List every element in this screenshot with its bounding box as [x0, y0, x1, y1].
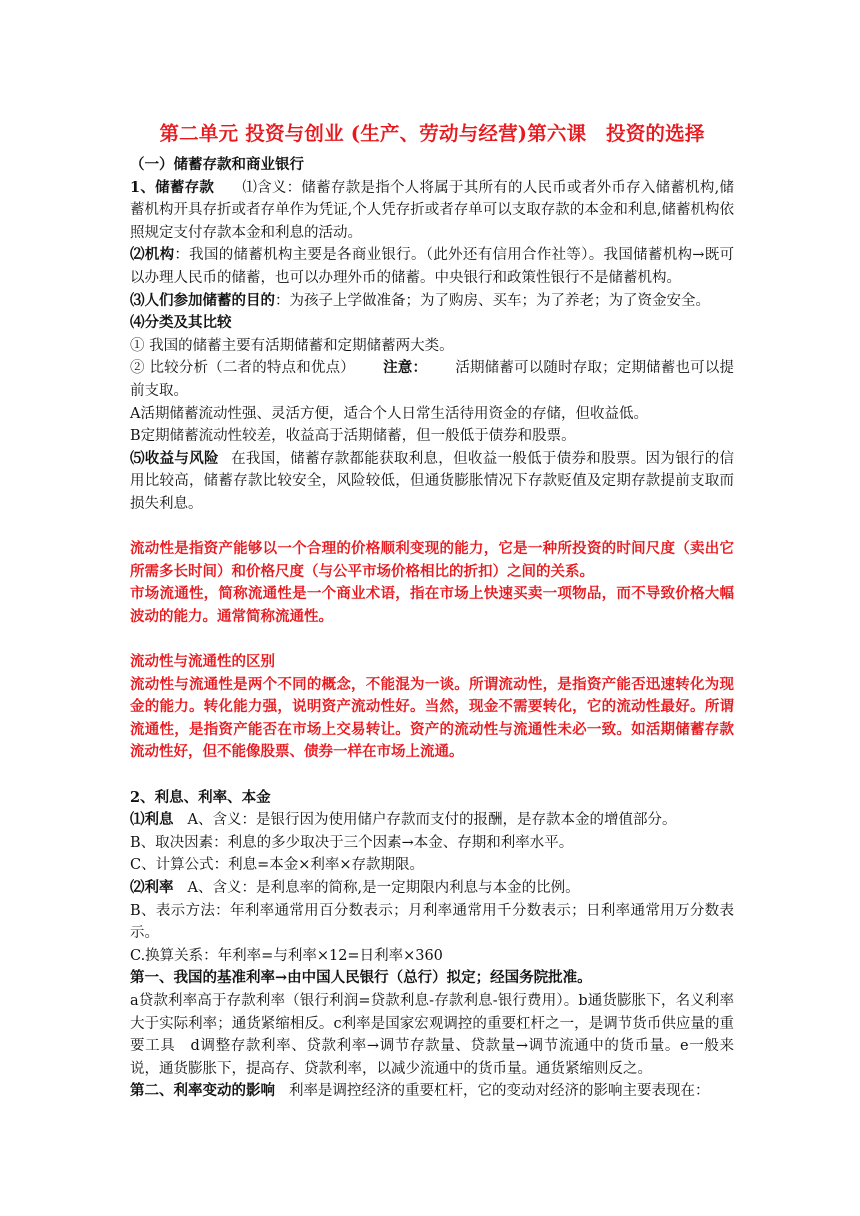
text-interest-meaning: A、含义：是银行因为使用储户存款而支付的报酬，是存款本金的增值部分。	[187, 812, 677, 829]
text-comparison: ② 比较分析（二者的特点和优点）	[130, 360, 355, 377]
text-note: 活期储蓄可以随时存取；定期储蓄也可以提前支取。	[130, 360, 735, 399]
paragraph-institutions	[130, 244, 734, 289]
text-rate-impact: 利率是调控经济的重要杠杆，它的变动对经济的影响主要表现在：	[289, 1083, 710, 1100]
term-rate-impact: 第二、利率变动的影响	[130, 1082, 275, 1100]
paragraph-rate-points: a贷款利率高于存款利率（银行利润=贷款利息-存款利息-银行费用）。b通货膨胀下，名义利率大于实际利率；通货紧缩相反。c利率是国家宏观调控的重要杠杆之一，是调节货币供应量的重要工具 d调整存款利率、贷款利率→调节存款量、贷款量→调节流通中的货币量。e一般来说，通货膨胀下，提高存、贷款利率，以减少流通中的货币量。通货紧缩则反之。	[130, 992, 734, 1077]
paragraph-comparison	[130, 357, 734, 402]
section-heading-interest: 2、利息、利率、本金	[130, 788, 271, 806]
heading-benchmark-rate: 第一、我国的基准利率→由中国人民银行（总行）拟定；经国务院批准。	[130, 969, 592, 987]
paragraph-marketability-definition: 市场流通性，简称流通性是一个商业术语，指在市场上快速买卖一项物品，而不导致价格大幅波动的能力。通常简称流通性。	[130, 585, 734, 625]
term-return-risk: ⑸收益与风险	[130, 449, 219, 467]
term-rate: ⑵利率	[130, 879, 174, 896]
paragraph-rate-impact	[130, 1080, 734, 1103]
term-institutions: ⑵机构	[130, 246, 175, 264]
paragraph-liquidity-definition: 流动性是指资产能够以一个合理的价格顺利变现的能力，它是一种所投资的时间尺度（卖出它所需多长时间）和价格尺度（与公平市场价格相比的折扣）之间的关系。	[130, 540, 734, 580]
text-institutions: ：我国的储蓄机构主要是各商业银行。（此外还有信用合作社等）。我国储蓄机构→既可以办理人民币的储蓄，也可以办理外币的储蓄。中央银行和政策性银行不是储蓄机构。	[130, 247, 734, 286]
text-savings-purpose: ：为孩子上学做准备；为了购房、买车；为了养老；为了资金安全。	[275, 292, 710, 309]
paragraph-demand-savings: A活期储蓄流动性强、灵活方便，适合个人日常生活待用资金的存储，但收益低。	[130, 405, 648, 422]
paragraph-time-savings: B定期储蓄流动性较差，收益高于活期储蓄，但一般低于债券和股票。	[130, 428, 576, 445]
heading-liquidity-vs-marketability: 流动性与流通性的区别	[130, 653, 275, 671]
paragraph-interest-factors: B、取决因素：利息的多少取决于三个因素→本金、存期和利率水平。	[130, 834, 574, 851]
text-rate-meaning: A、含义：是利息率的简称,是一定期限内利息与本金的比例。	[187, 880, 580, 896]
paragraph-rate-notation: B、表示方法：年利率通常用百分数表示；月利率通常用千分数表示；日利率通常用万分数表示。	[130, 902, 734, 942]
paragraph-rate-meaning	[130, 877, 734, 900]
document-title: 第二单元 投资与创业 (生产、劳动与经营)第六课 投资的选择	[159, 122, 705, 145]
section-heading-savings: （一）储蓄存款和商业银行	[130, 156, 304, 173]
document-page	[130, 112, 734, 1103]
paragraph-savings-purpose	[130, 290, 734, 313]
paragraph-liquidity-vs-marketability: 流动性与流通性是两个不同的概念，不能混为一谈。所谓流动性，是指资产能否迅速转化为现金的能力。转化能力强，说明资产流动性好。当然，现金不需要转化，它的流动性最好。所谓流通性，是指资产能否在市场上交易转让。资产的流动性与流通性未必一致。如活期储蓄存款流动性好，但不能像股票、债券一样在市场上流通。	[130, 675, 734, 761]
paragraph-interest-formula: C、计算公式：利息=本金×利率×存款期限。	[130, 857, 425, 874]
paragraph-rate-conversion: C.换算关系：年利率=与利率×12=日利率×360	[130, 947, 443, 964]
paragraph-return-risk	[130, 448, 734, 516]
term-savings-deposit: 1、储蓄存款	[130, 178, 215, 196]
paragraph-savings-definition	[130, 177, 734, 245]
term-savings-purpose: ⑶人们参加储蓄的目的	[130, 291, 275, 309]
text-return-risk: 在我国，储蓄存款都能获取利息，但收益一般低于债券和股票。因为银行的信用比较高，储蓄存款比较安全，风险较低，但通货膨胀情况下存款贬值及定期存款提前支取而损失利息。	[130, 450, 735, 512]
text-savings-definition: ⑴含义：储蓄存款是指个人将属于其所有的人民币或者外币存入储蓄机构,储蓄机构开具存折或者存单作为凭证,个人凭存折或者存单可以支取存款的本金和利息,储蓄机构依照规定支付存款本金和利息的活动。	[130, 179, 734, 241]
heading-classification: ⑷分类及其比较	[130, 314, 232, 332]
term-interest: ⑴利息	[130, 811, 174, 829]
paragraph-interest-meaning	[130, 809, 734, 832]
paragraph-types: ① 我国的储蓄主要有活期储蓄和定期储蓄两大类。	[130, 337, 454, 354]
term-note: 注意：	[382, 359, 428, 377]
